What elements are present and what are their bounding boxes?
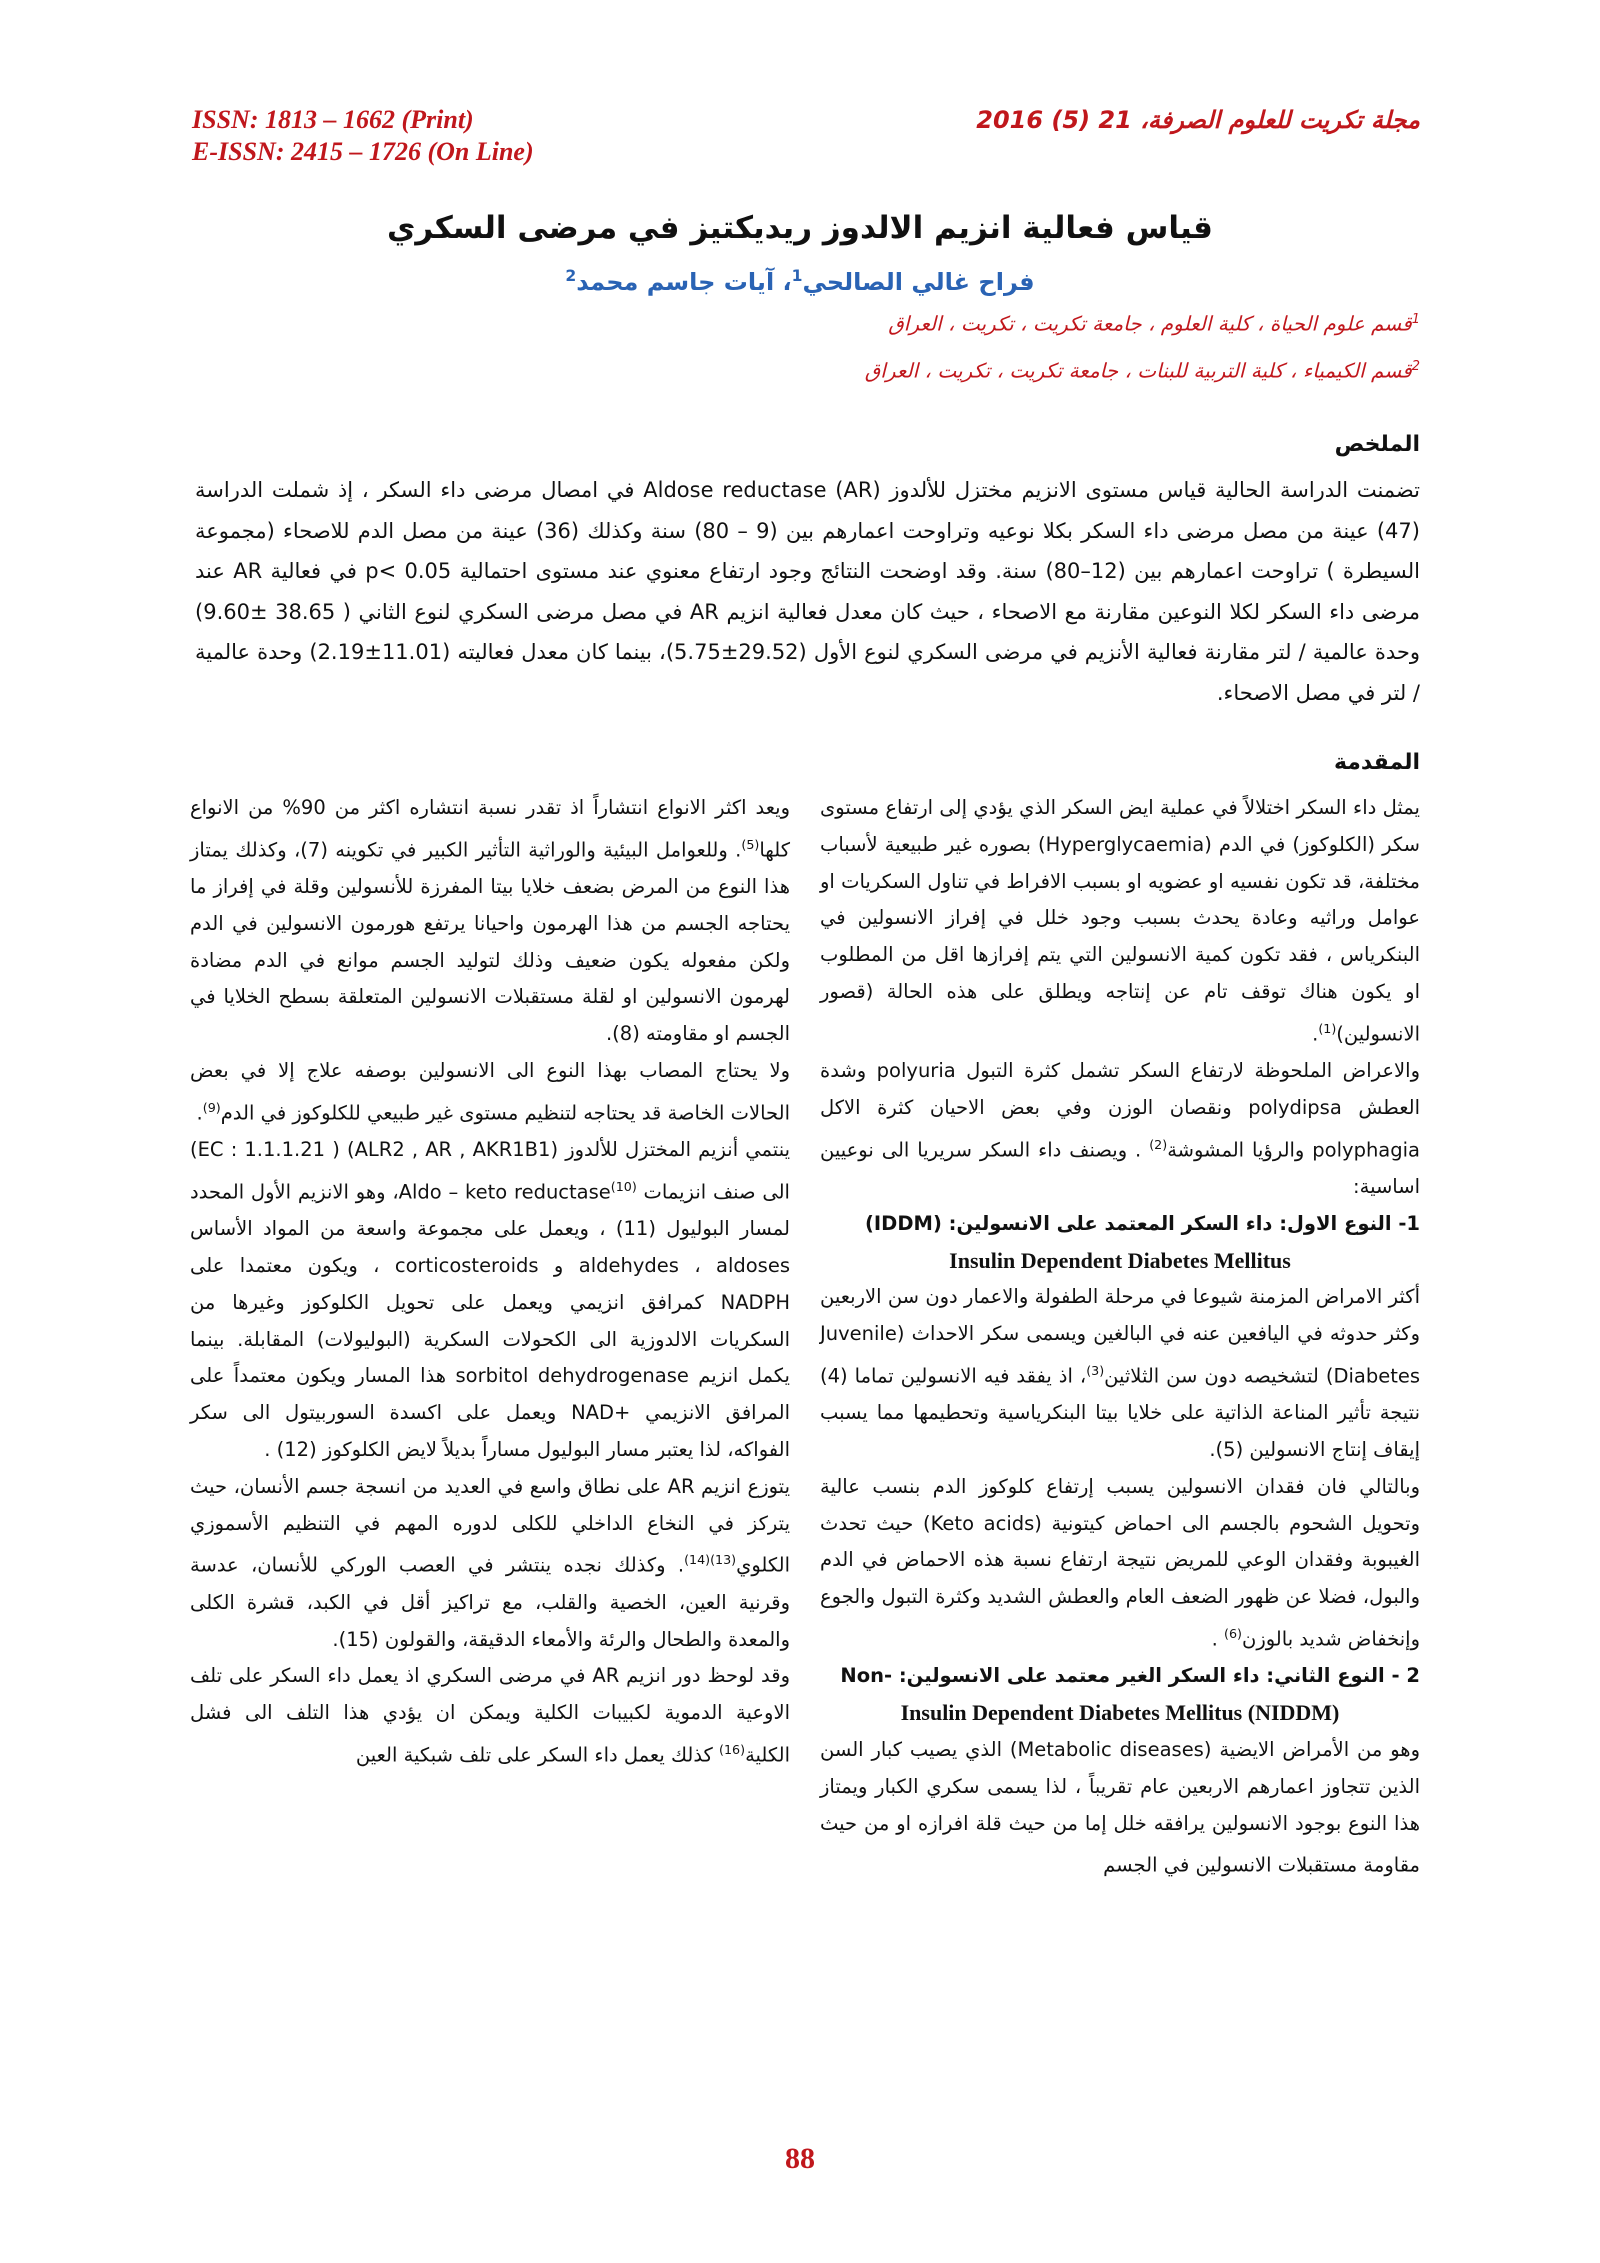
affiliation-2-sup: 2	[1411, 359, 1420, 374]
affiliation-2	[865, 352, 1420, 386]
subheading-type-2: 2 - النوع الثاني: داء السكر الغير معتمد على الانسولين: -Non	[840, 1664, 1420, 1688]
paragraph: وقد لوحظ دور انزيم AR في مرضى السكري اذ يعمل داء السكر على تلف الاوعية الدموية لكبيبات الكلية ويمكن ان يؤدي هذا التلف الى فشل الكلية$^{(16)}$ كذلك يعمل داء السكر على تلف شبكية العين	[190, 1664, 791, 1767]
issn-block	[192, 104, 534, 168]
affiliation-1-sup: 1	[1411, 312, 1420, 327]
page-number: 88	[785, 2142, 815, 2175]
citation-ref: (9)	[202, 1099, 221, 1115]
subheading-type-1: 1- النوع الاول: داء السكر المعتمد على الانسولين: (IDDM)	[864, 1211, 1420, 1235]
abstract-text: تضمنت الدراسة الحالية قياس مستوى الانزيم مختزل للألدوز Aldose reductase (AR) في امصال مرضى داء السكر ، إذ شملت الدراسة (47) عينة من مصل مرضى داء السكر بكلا نوعيه وتراوحت اعمارهم بين (9 – 80) سنة وكذلك (36) عينة من مصل الدم للاصحاء (مجموعة السيطرة ) تراوحت اعمارهم بين (12–80) سنة. وقد اوضحت النتائج وجود ارتفاع معنوي عند مستوى احتمالية p< 0.05 في فعالية AR عند مرضى داء السكر لكلا النوعين مقارنة مع الاصحاء ، حيث كان معدل فعالية انزيم AR في مصل مرضى السكري لنوع الثاني ( 38.65 ±9.60) وحدة عالمية / لتر مقارنة فعالية الأنزيم في مرضى السكري لنوع الأول (29.52±5.75)، بينما كان معدل فعاليته (11.01±2.19) وحدة عالمية / لتر في مصل الاصحاء.	[195, 478, 1421, 705]
intro-column-left	[190, 790, 790, 1774]
citation-ref: (6)	[1224, 1626, 1242, 1642]
page-header	[0, 104, 1600, 174]
paragraph: ولا يحتاج المصاب بهذا النوع الى الانسولين بوصفه علاج إلا في بعض الحالات الخاصة قد يحتاجه لتنظيم مستوى غير طبيعي للكلوكوز في الدم$^{(9)}$.	[190, 1059, 790, 1125]
affiliation-1	[888, 305, 1420, 339]
issn-print: ISSN: 1813 – 1662 (Print)	[192, 105, 474, 134]
author-1: فراح غالي الصالحي	[802, 268, 1035, 296]
author-1-sup: 1	[791, 267, 803, 285]
journal-citation: مجلة تكريت للعلوم الصرفة، 21 (5) 2016	[976, 106, 1420, 134]
issn-online: E-ISSN: 2415 – 1726 (On Line)	[192, 137, 534, 166]
author-2-sup: 2	[565, 267, 577, 285]
paper-title: قياس فعالية انزيم الالدوز ريديكتيز في مرضى السكري	[387, 210, 1213, 246]
paragraph: يمثل داء السكر اختلالاً في عملية ايض السكر الذي يؤدي إلى ارتفاع مستوى سكر (الكلوكوز) في الدم (Hyperglycaemia) بصوره غير طبيعية لأسباب مختلفة، قد تكون نفسيه او عضويه او بسبب الافراط في تناول السكريات او عوامل وراثيه وعادة يحدث بسبب وجود خلل في إفراز الانسولين في البنكرياس ، فقد تكون كمية الانسولين التي يتم إفرازها اقل من المطلوب او يكون هناك توقف تام عن إنتاجه ويطلق على هذه الحالة (قصور الانسولين)$^{(1)}$.	[820, 796, 1420, 1046]
subheading-type-2-en: Insulin Dependent Diabetes Mellitus (NIDDM)	[900, 1700, 1340, 1726]
citation-ref: (13)(14)	[684, 1552, 737, 1568]
intro-heading: المقدمة	[1333, 750, 1420, 775]
paragraph: وهو من الأمراض الايضية (Metabolic diseases) الذي يصيب كبار السن الذين تتجاوز اعمارهم الاربعين عام تقريباً ، لذا يسمى سكري الكبار ويمتاز هذا النوع بوجود الانسولين يرافقه خلل إما من حيث قلة افرازه او من حيث مقاومة مستقبلات الانسولين في الجسم	[820, 1737, 1420, 1877]
citation-ref: (2)	[1149, 1136, 1168, 1152]
author-separator: ،	[774, 268, 792, 296]
author-2: آيات جاسم محمد	[576, 268, 775, 296]
paragraph: أكثر الامراض المزمنة شيوعا في مرحلة الطفولة والاعمار دون سن الاربعين وكثر حدوثه في اليافعين عنه في البالغين ويسمى سكر الاحداث (Juvenile Diabetes) لتشخيصه دون سن الثلاثين$^{(3)}$، اذ يفقد فيه الانسولين تماما (4) نتيجة تأثير المناعة الذاتية على خلايا بيتا البنكرياسية وتحطيمها مما يسبب إيقاف إنتاج الانسولين (5).	[820, 1285, 1420, 1462]
citation-ref: (1)	[1318, 1020, 1337, 1036]
author-line	[200, 258, 1400, 300]
paragraph: والاعراض الملحوظة لارتفاع السكر تشمل كثرة التبول polyuria وشدة العطش polydipsa ونقصان الوزن وفي بعض الاحيان كثرة الاكل polyphagia والرؤيا المشوشة$^{(2)}$ . ويصنف داء السكر سريريا الى نوعيين اساسية:	[820, 1059, 1421, 1198]
affiliation-2-text: قسم الكيمياء ، كلية التربية للبنات ، جامعة تكريت ، تكريت ، العراق	[864, 358, 1412, 383]
paragraph: ويعد اكثر الانواع انتشاراً اذ تقدر نسبة انتشاره اكثر من 90% من الانواع كلها$^{(5)}$. وللعوامل البيئية والوراثية التأثير الكبير في تكوينه (7)، وكذلك يمتاز هذا النوع من المرض بضعف خلايا بيتا المفرزة للأنسولين وقلة في إفراز ما يحتاجه الجسم من هذا الهرمون واحيانا يرتفع هورمون الانسولين في الدم ولكن مفعوله يكون ضعيف وذلك لتوليد الجسم موانع في الدم مضادة لهرمون الانسولين او لقلة مستقبلات الانسولين المتعلقة بسطح الخلايا في الجسم او مقاومته (8).	[190, 796, 791, 1046]
intro-column-right	[820, 790, 1420, 1885]
subheading-type-1-en: Insulin Dependent Diabetes Mellitus	[949, 1247, 1291, 1273]
affiliation-1-text: قسم علوم الحياة ، كلية العلوم ، جامعة تكريت ، تكريت ، العراق	[888, 311, 1412, 336]
abstract-heading: الملخص	[1334, 432, 1420, 457]
citation-ref: (10)	[610, 1178, 637, 1194]
citation-ref: (5)	[741, 836, 760, 852]
citation-ref: (16)	[719, 1741, 746, 1757]
paragraph: وبالتالي فان فقدان الانسولين يسبب إرتفاع كلوكوز الدم بنسب عالية وتحويل الشحوم بالجسم الى احماض كيتونية (Keto acids) حيث تحدث الغيبوبة وفقدان الوعي للمريض نتيجة ارتفاع نسبة هذه الاحماض في الدم والبول، فضلا عن ظهور الضعف العام والعطش الشديد وكثرة التبول والجوع وإنخفاض شديد بالوزن$^{(6)}$ .	[820, 1474, 1421, 1651]
paragraph: يتوزع انزيم AR على نطاق واسع في العديد من انسجة جسم الأنسان، حيث يتركز في النخاع الداخلي للكلى لدوره المهم في التنظيم الأسموزي الكلوي$^{(13)(14)}$. وكذلك نجده ينتشر في العصب الوركي للأنسان، عدسة وقرنية العين، الخصية والقلب، مع تراكيز أقل في الكبد، قشرة الكلى والمعدة والطحال والرئة والأمعاء الدقيقة، والقولون (15).	[190, 1474, 790, 1651]
paragraph: ينتمي أنزيم المختزل للألدوز (ALR2 , AR , AKR1B1) ( EC : 1.1.1.21) الى صنف انزيمات Aldo – keto reductase$^{(10)}$، وهو الانزيم الأول المحدد لمسار البوليول (11) ، ويعمل على مجموعة واسعة من المواد الأساس aldehydes ، aldoses و corticosteroids ، ويكون معتمدا على NADPH كمرافق انزيمي ويعمل على تحويل الكلوكوز وغيرها من السكريات الالدوزية الى الكحولات السكرية (البوليولات) المقابلة. بينما يكمل انزيم sorbitol dehydrogenase هذا المسار ويكون معتمداً على المرافق الانزيمي +NAD ويعمل على اكسدة السوربيتول الى سكر الفواكه، لذا يعتبر مسار البوليول مساراً بديلاً لايض الكلوكوز (12) .	[190, 1138, 791, 1462]
citation-ref: (3)	[1086, 1362, 1105, 1378]
